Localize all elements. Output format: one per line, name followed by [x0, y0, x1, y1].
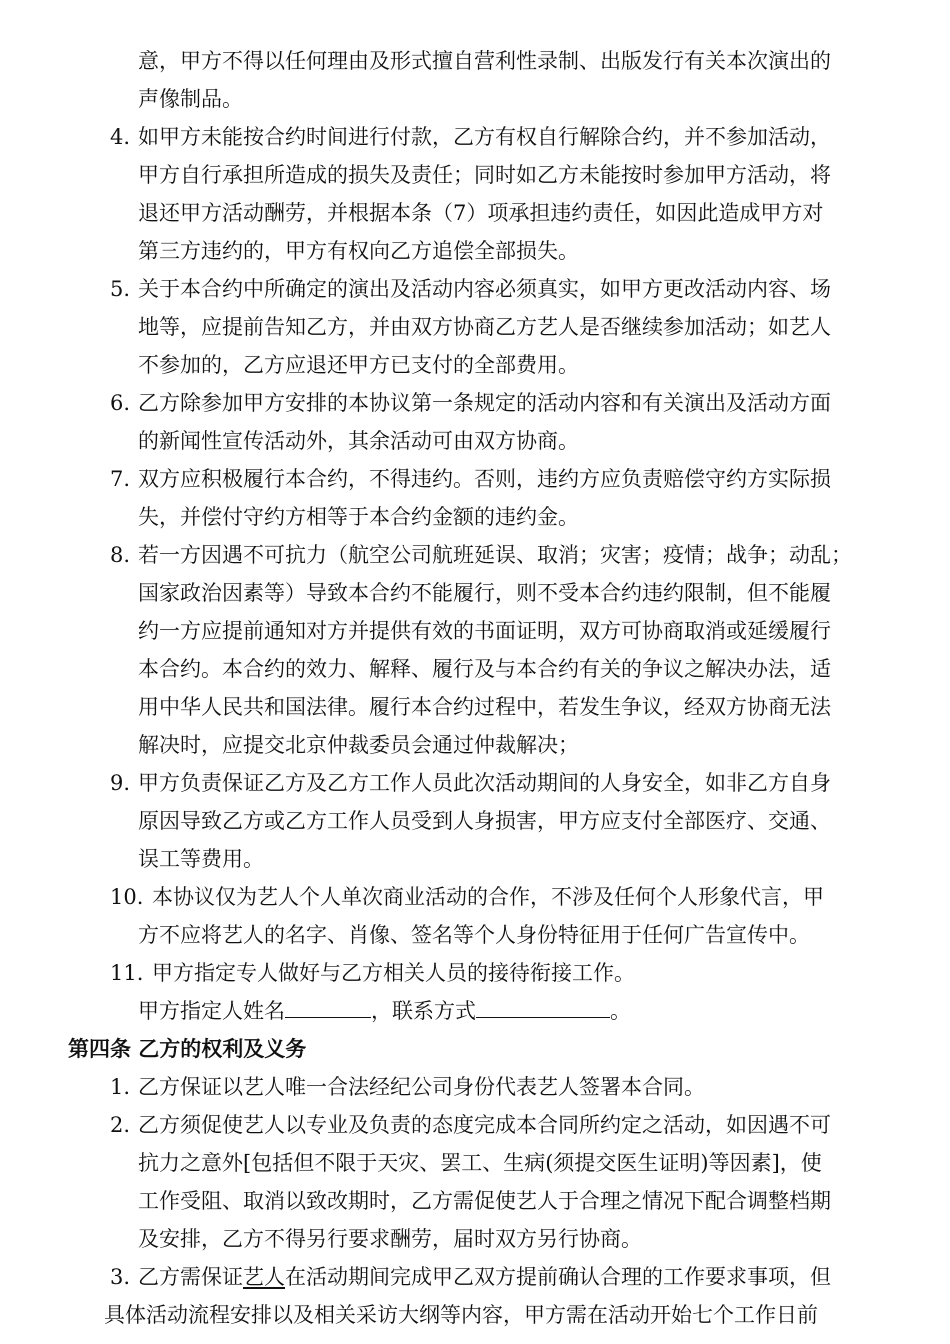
item-text-line: 的新闻性宣传活动外，其余活动可由双方协商。: [138, 429, 579, 453]
item-text-line: 不参加的，乙方应退还甲方已支付的全部费用。: [138, 353, 579, 377]
contact-line-end: 。: [610, 999, 631, 1023]
item-text-line: 具体活动流程安排以及相关采访大纲等内容，甲方需在活动开始七个工作日前: [104, 1303, 818, 1327]
item-number: 11.: [110, 961, 144, 985]
item-text-line: 地等，应提前告知乙方，并由双方协商乙方艺人是否继续参加活动；如艺人: [138, 315, 831, 339]
section-heading: 第四条 乙方的权利及义务: [68, 1037, 307, 1061]
item-text-line: 本协议仅为艺人个人单次商业活动的合作，不涉及任何个人形象代言，甲: [152, 885, 824, 909]
item-number: 2.: [110, 1113, 131, 1137]
item-number: 6.: [110, 391, 131, 415]
continuation-line-1: 意，甲方不得以任何理由及形式擅自营利性录制、出版发行有关本次演出的: [138, 49, 831, 73]
item-number: 4.: [110, 125, 131, 149]
continuation-line-2: 声像制品。: [138, 87, 243, 111]
item-text-line: 约一方应提前通知对方并提供有效的书面证明，双方可协商取消或延缓履行: [138, 619, 831, 643]
item-text-post: 在活动期间完成甲乙双方提前确认合理的工作要求事项，但: [285, 1265, 831, 1289]
contact-method-blank[interactable]: [476, 993, 610, 1018]
item-text-line: 甲方自行承担所造成的损失及责任；同时如乙方未能按时参加甲方活动，将: [138, 163, 831, 187]
item-text-line: 本合约。本合约的效力、解释、履行及与本合约有关的争议之解决办法，适: [138, 657, 831, 681]
item-text-line: 若一方因遇不可抗力（航空公司航班延误、取消；灾害；疫情；战争；动乱；: [138, 543, 852, 567]
item-number: 5.: [110, 277, 131, 301]
item-text-line: 抗力之意外[包括但不限于天灾、罢工、生病(须提交医生证明)等因素]，使: [138, 1151, 822, 1175]
item-text-line: 甲方指定专人做好与乙方相关人员的接待衔接工作。: [152, 961, 635, 985]
item-number: 10.: [110, 885, 144, 909]
contact-name-label: 甲方指定人姓名: [138, 999, 285, 1023]
item-text-line: 第三方违约的，甲方有权向乙方追偿全部损失。: [138, 239, 579, 263]
designated-contact-line: [138, 992, 631, 1030]
item-text-line: 解决时，应提交北京仲裁委员会通过仲裁解决；: [138, 733, 579, 757]
item-text-line: 乙方除参加甲方安排的本协议第一条规定的活动内容和有关演出及活动方面: [138, 391, 831, 415]
contact-name-blank[interactable]: [285, 993, 371, 1018]
underlined-term-artist: 艺人: [243, 1265, 285, 1289]
item-number: 7.: [110, 467, 131, 491]
contact-method-label: ，联系方式: [371, 999, 476, 1023]
item-number: 3.: [110, 1265, 131, 1289]
item-text-line: [138, 1258, 831, 1296]
item-text-line: 乙方须促使艺人以专业及负责的态度完成本合同所约定之活动，如因遇不可: [138, 1113, 831, 1137]
item-text-line: 甲方负责保证乙方及乙方工作人员此次活动期间的人身安全，如非乙方自身: [138, 771, 831, 795]
item-text-line: 关于本合约中所确定的演出及活动内容必须真实，如甲方更改活动内容、场: [138, 277, 831, 301]
item-text-line: 乙方保证以艺人唯一合法经纪公司身份代表艺人签署本合同。: [138, 1075, 705, 1099]
item-text-pre: 乙方需保证: [138, 1265, 243, 1289]
item-text-line: 原因导致乙方或乙方工作人员受到人身损害，甲方应支付全部医疗、交通、: [138, 809, 831, 833]
item-text-line: 失，并偿付守约方相等于本合约金额的违约金。: [138, 505, 579, 529]
item-text-line: 国家政治因素等）导致本合约不能履行，则不受本合约违约限制，但不能履: [138, 581, 831, 605]
item-number: 8.: [110, 543, 131, 567]
item-text-line: 误工等费用。: [138, 847, 264, 871]
item-number: 9.: [110, 771, 131, 795]
item-text-line: 退还甲方活动酬劳，并根据本条（7）项承担违约责任，如因此造成甲方对: [138, 201, 824, 225]
item-text-line: 方不应将艺人的名字、肖像、签名等个人身份特征用于任何广告宣传中。: [138, 923, 810, 947]
item-text-line: 工作受阻、取消以致改期时，乙方需促使艺人于合理之情况下配合调整档期: [138, 1189, 831, 1213]
item-text-line: 如甲方未能按合约时间进行付款，乙方有权自行解除合约，并不参加活动，: [138, 125, 831, 149]
item-text-line: 双方应积极履行本合约，不得违约。否则，违约方应负责赔偿守约方实际损: [138, 467, 831, 491]
item-number: 1.: [110, 1075, 131, 1099]
item-text-line: 及安排，乙方不得另行要求酬劳，届时双方另行协商。: [138, 1227, 642, 1251]
item-text-line: 用中华人民共和国法律。履行本合约过程中，若发生争议，经双方协商无法: [138, 695, 831, 719]
